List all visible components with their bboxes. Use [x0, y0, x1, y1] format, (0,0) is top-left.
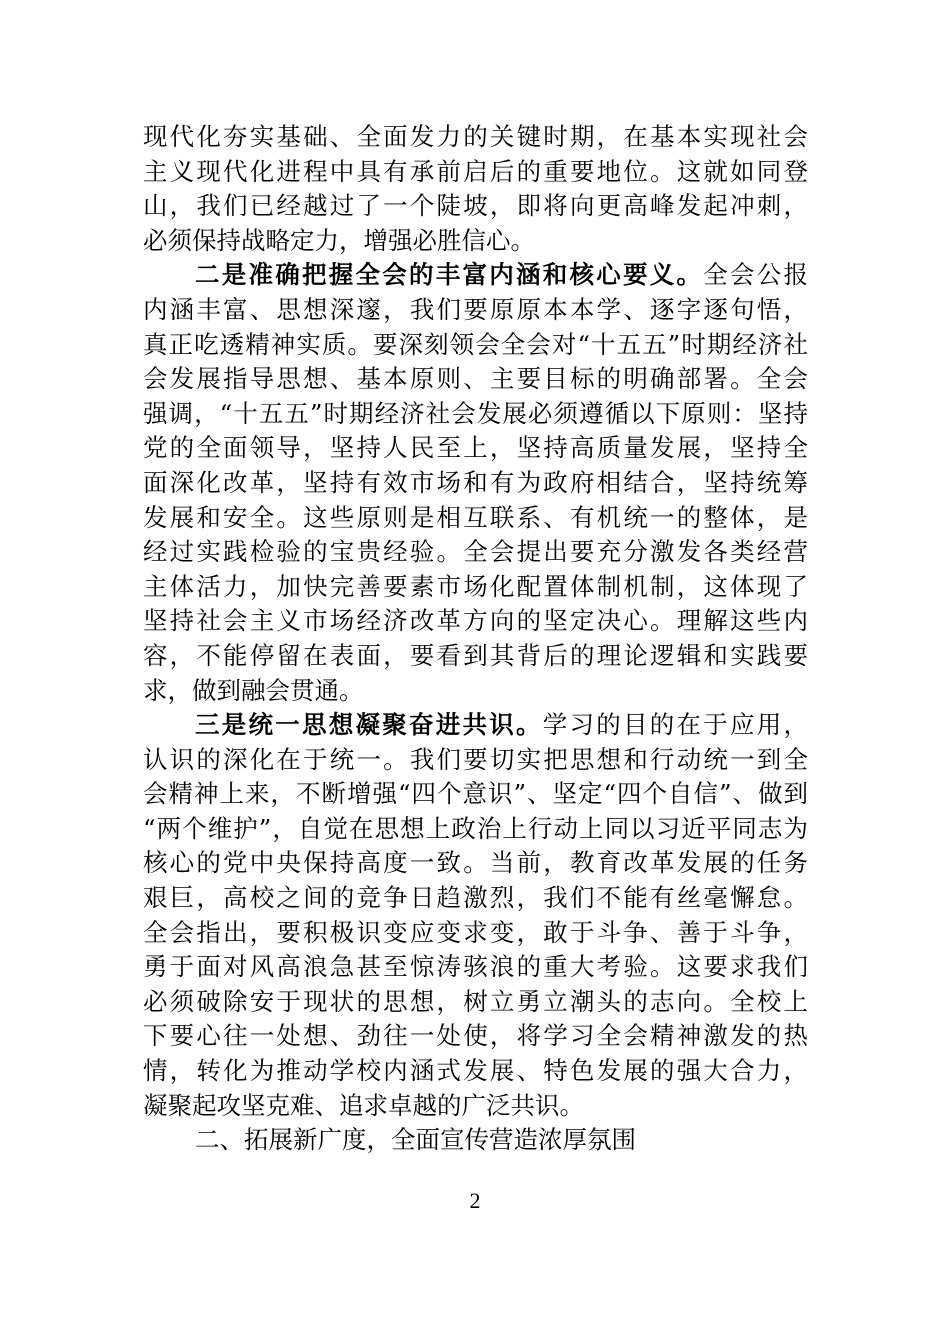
paragraph-first-line [143, 258, 808, 293]
text-line: 艰巨，高校之间的竞争日趋激烈，我们不能有丝毫懈怠。 [143, 883, 808, 913]
text-line: 内涵丰富、思想深邃，我们要原原本本学、逐字逐句悟， [143, 294, 808, 324]
text-line: 强调，“十五五”时期经济社会发展必须遵循以下原则：坚持 [143, 398, 808, 428]
text-line: 情，转化为推动学校内涵式发展、特色发展的强大合力， [143, 1056, 808, 1086]
paragraph-2 [143, 258, 808, 708]
paragraph-3 [143, 708, 808, 1123]
text-line: 会精神上来，不断增强“四个意识”、坚定“四个自信”、做到 [143, 779, 808, 809]
document-body [143, 120, 808, 1158]
paragraph-first-line-rest: 全会公报 [703, 260, 808, 290]
paragraph-1 [143, 120, 808, 258]
text-line: 主义现代化进程中具有承前启后的重要地位。这就如同登 [143, 156, 808, 186]
text-line: 凝聚起攻坚克难、追求卓越的广泛共识。 [143, 1090, 584, 1120]
text-line: 山，我们已经越过了一个陡坡，即将向更高峰发起冲刺， [143, 191, 808, 221]
section-heading: 二、拓展新广度，全面宣传营造浓厚氛围 [195, 1125, 636, 1155]
text-line: 全会指出，要积极识变应变求变，敢于斗争、善于斗争， [143, 917, 808, 947]
text-line: 下要心往一处想、劲往一处使，将学习全会精神激发的热 [143, 1021, 808, 1051]
text-line: “两个维护”，自觉在思想上政治上行动上同以习近平同志为 [143, 813, 808, 843]
paragraph-first-line [143, 708, 808, 743]
text-line: 面深化改革，坚持有效市场和有为政府相结合，坚持统筹 [143, 467, 808, 497]
text-line: 主体活力，加快完善要素市场化配置体制机制，这体现了 [143, 571, 808, 601]
text-line: 容，不能停留在表面，要看到其背后的理论逻辑和实践要 [143, 640, 808, 670]
text-line: 现代化夯实基础、全面发力的关键时期，在基本实现社会 [143, 122, 808, 151]
paragraph-lead: 二是准确把握全会的丰富内涵和核心要义。 [195, 260, 704, 290]
text-line: 发展和安全。这些原则是相互联系、有机统一的整体，是 [143, 502, 808, 532]
paragraph-lead: 三是统一思想凝聚奋进共识。 [195, 710, 543, 740]
text-line: 经过实践检验的宝贵经验。全会提出要充分激发各类经营 [143, 537, 808, 567]
page-number: 2 [469, 1188, 481, 1213]
text-line: 认识的深化在于统一。我们要切实把思想和行动统一到全 [143, 744, 808, 774]
text-line: 会发展指导思想、基本原则、主要目标的明确部署。全会 [143, 364, 808, 394]
text-line: 坚持社会主义市场经济改革方向的坚定决心。理解这些内 [143, 606, 808, 636]
text-line: 必须保持战略定力，增强必胜信心。 [143, 225, 535, 255]
text-line: 党的全面领导，坚持人民至上，坚持高质量发展，坚持全 [143, 433, 808, 463]
text-line: 真正吃透精神实质。要深刻领会全会对“十五五”时期经济社 [143, 329, 808, 359]
paragraph-first-line-rest: 学习的目的在于应用， [542, 710, 808, 740]
text-line: 核心的党中央保持高度一致。当前，教育改革发展的任务 [143, 848, 808, 878]
text-line: 必须破除安于现状的思想，树立勇立潮头的志向。全校上 [143, 986, 808, 1016]
text-line: 求，做到融会贯通。 [143, 675, 364, 705]
text-line: 勇于面对风高浪急甚至惊涛骇浪的重大考验。这要求我们 [143, 952, 808, 982]
